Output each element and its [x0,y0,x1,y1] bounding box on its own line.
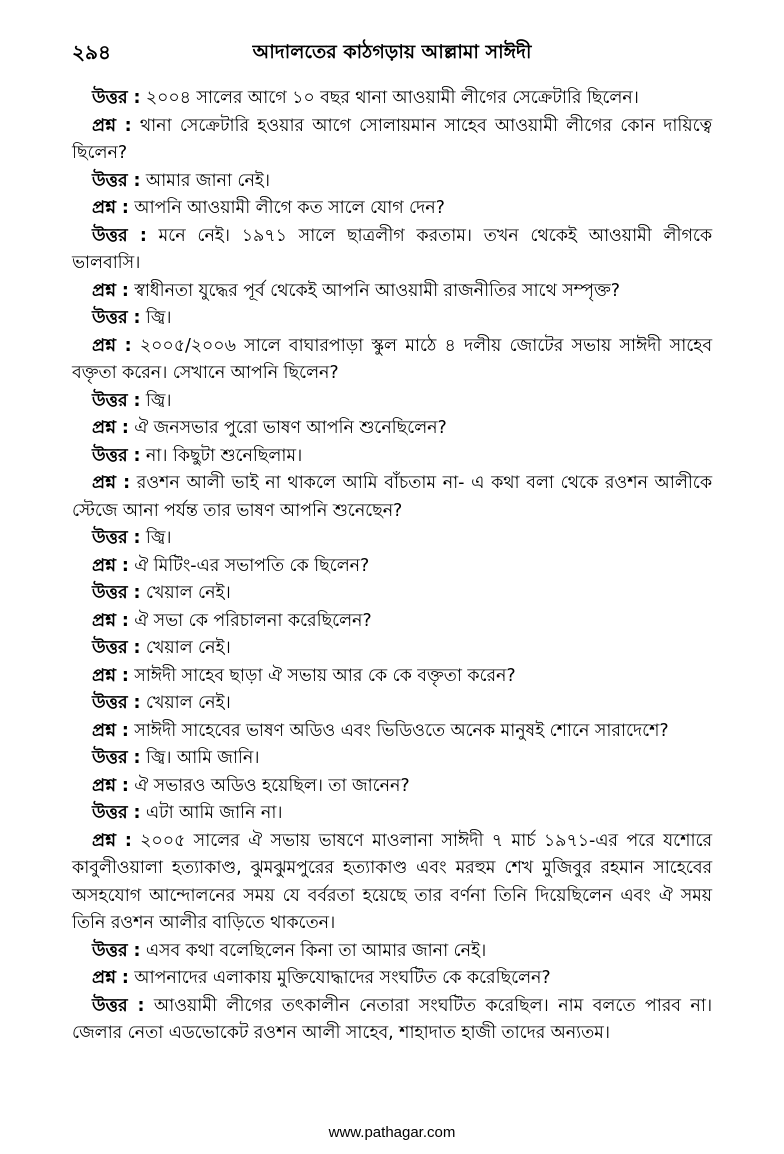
paragraph-text: রওশন আলী ভাই না থাকলে আমি বাঁচতাম না- এ কথা বলা থেকে রওশন আলীকে স্টেজে আনা পর্যন্ত তার ভাষণ আপনি শুনেছেন? [72,473,712,521]
speaker-label: প্রশ্ন : [92,418,129,438]
paragraph-text: এসব কথা বলেছিলেন কিনা তা আমার জানা নেই। [145,940,487,961]
paragraph-text: আওয়ামী লীগের তৎকালীন নেতারা সংঘটিত করেছিল। নাম বলতে পারব না। জেলার নেতা এডভোকেট রওশন আলী সাহেব, শাহাদাত হাজী তাদের অন্যতম। [72,995,712,1043]
paragraph-text: ঐ জনসভার পুরো ভাষণ আপনি শুনেছিলেন? [134,418,447,438]
transcript-paragraph [72,85,712,113]
paragraph-text: ঐ সভা কে পরিচালনা করেছিলেন? [134,610,372,631]
speaker-label: উত্তর : [92,170,141,191]
speaker-label: প্রশ্ন : [92,280,129,301]
paragraph-text: না। কিছুটা শুনেছিলাম। [145,445,303,466]
website-footer[interactable]: www.pathagar.com [328,1124,456,1141]
speaker-label: প্রশ্ন : [92,115,132,136]
transcript-paragraph [72,718,712,746]
transcript-paragraph [72,415,712,443]
speaker-label: প্রশ্ন : [92,473,131,493]
speaker-label: উত্তর : [92,583,141,603]
paragraph-text: মনে নেই। ১৯৭১ সালে ছাত্রলীগ করতাম। তখন থেকেই আওয়ামী লীগকে ভালবাসি। [72,225,712,273]
paragraph-text: জ্বি। [145,308,172,328]
paragraph-text: সাঈদী সাহেবের ভাষণ অডিও এবং ভিডিওতে অনেক মানুষই শোনে সারাদেশে? [134,720,669,741]
paragraph-text: জ্বি। [145,528,172,548]
speaker-label: উত্তর : [92,693,141,713]
speaker-label: প্রশ্ন : [92,335,132,356]
paragraph-text: জ্বি। [145,390,172,411]
paragraph-text: ২০০৪ সালের আগে ১০ বছর থানা আওয়ামী লীগের সেক্রেটারি ছিলেন। [145,88,639,108]
transcript-paragraph [72,113,712,168]
transcript-paragraph [72,443,712,471]
speaker-label: উত্তর : [92,390,141,411]
transcript-paragraph [72,635,712,663]
speaker-label: উত্তর : [92,803,141,823]
transcript-paragraph [72,580,712,608]
transcript-paragraph [72,690,712,718]
paragraph-text: আপনি আওয়ামী লীগে কত সালে যোগ দেন? [134,198,445,218]
speaker-label: প্রশ্ন : [92,830,132,851]
transcript-paragraph [72,195,712,223]
transcript-paragraph [72,663,712,691]
speaker-label: প্রশ্ন : [92,555,129,576]
transcript-paragraph [72,745,712,773]
transcript-paragraph [72,608,712,636]
transcript-paragraph [72,938,712,966]
paragraph-text: ঐ মিটিং-এর সভাপতি কে ছিলেন? [134,555,370,576]
speaker-label: প্রশ্ন : [92,968,129,988]
speaker-label: প্রশ্ন : [92,198,129,218]
speaker-label: উত্তর : [92,445,141,466]
transcript-paragraph [72,773,712,801]
paragraph-text: জ্বি। আমি জানি। [145,748,260,768]
speaker-label: উত্তর : [92,528,141,548]
transcript-paragraph [72,388,712,416]
running-title: আদালতের কাঠগড়ায় আল্লামা সাঈদী [252,41,532,63]
transcript-paragraph [72,278,712,306]
speaker-label: উত্তর : [92,748,141,768]
speaker-label: উত্তর : [92,638,141,658]
page-number: ২৯৪ [72,40,111,64]
speaker-label: প্রশ্ন : [92,720,129,741]
transcript-paragraph [72,993,712,1048]
page-header [72,38,712,68]
speaker-label: উত্তর : [92,88,141,108]
paragraph-text: আপনাদের এলাকায় মুক্তিযোদ্ধাদের সংঘটিত কে করেছিলেন? [134,968,551,988]
interview-transcript [72,85,712,1048]
paragraph-text: খেয়াল নেই। [145,693,231,713]
speaker-label: উত্তর : [92,940,141,961]
transcript-paragraph [72,168,712,196]
paragraph-text: খেয়াল নেই। [145,638,231,658]
paragraph-text: খেয়াল নেই। [145,583,231,603]
speaker-label: উত্তর : [92,225,147,246]
transcript-paragraph [72,965,712,993]
paragraph-text: আমার জানা নেই। [145,170,270,191]
paragraph-text: সাঈদী সাহেব ছাড়া ঐ সভায় আর কে কে বক্তৃতা করেন? [134,665,516,686]
transcript-paragraph [72,470,712,525]
transcript-paragraph [72,333,712,388]
transcript-paragraph [72,223,712,278]
speaker-label: প্রশ্ন : [92,610,129,631]
paragraph-text: থানা সেক্রেটারি হওয়ার আগে সোলায়মান সাহেব আওয়ামী লীগের কোন দায়িত্বে ছিলেন? [72,115,712,163]
speaker-label: প্রশ্ন : [92,665,129,686]
speaker-label: উত্তর : [92,308,141,328]
paragraph-text: এটা আমি জানি না। [145,803,283,823]
speaker-label: উত্তর : [92,995,145,1016]
transcript-paragraph [72,305,712,333]
speaker-label: প্রশ্ন : [92,775,129,796]
transcript-paragraph [72,828,712,938]
paragraph-text: ২০০৫ সালের ঐ সভায় ভাষণে মাওলানা সাঈদী ৭ মার্চ ১৯৭১-এর পরে যশোরে কাবুলীওয়ালা হত্যাকাণ্ড, ঝুমঝুমপুরের হত্যাকাণ্ড এবং মরহুম শেখ মুজিবুর রহমান সাহেবের অসহযোগ আন্দোলনের সময় যে বর্বরতা হয়েছে তার বর্ণনা তিনি দিয়েছিলেন এবং ঐ সময় তিনি রওশন আলীর বাড়িতে থাকতেন। [72,830,712,933]
paragraph-text: স্বাধীনতা যুদ্ধের পূর্ব থেকেই আপনি আওয়ামী রাজনীতির সাথে সম্পৃক্ত? [134,280,620,301]
paragraph-text: ঐ সভারও অডিও হয়েছিল। তা জানেন? [134,775,410,796]
transcript-paragraph [72,525,712,553]
transcript-paragraph [72,553,712,581]
paragraph-text: ২০০৫/২০০৬ সালে বাঘারপাড়া স্কুল মাঠে ৪ দলীয় জোটের সভায় সাঈদী সাহেব বক্তৃতা করেন। সেখানে আপনি ছিলেন? [72,335,712,383]
transcript-paragraph [72,800,712,828]
